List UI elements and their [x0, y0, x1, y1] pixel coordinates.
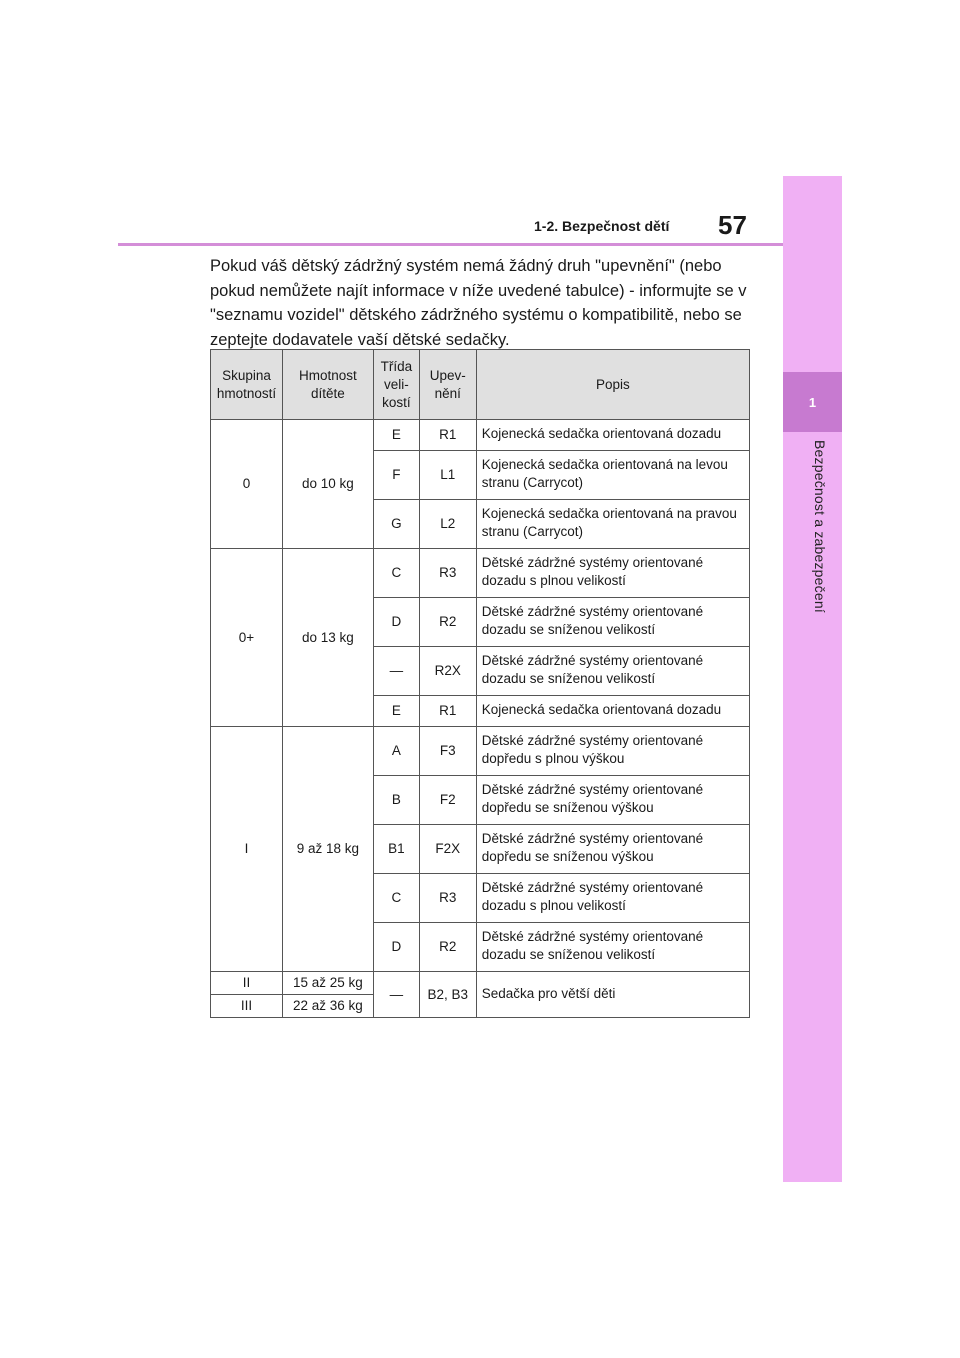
weight-group-cell: III — [211, 995, 283, 1018]
description-cell: Dětské zádržné systémy orientované dozadu s plnou velikostí — [476, 874, 749, 923]
description-cell: Kojenecká sedačka orientovaná dozadu — [476, 696, 749, 727]
table-row — [211, 420, 750, 451]
fixture-cell: L2 — [419, 500, 476, 549]
table-header — [211, 350, 750, 420]
chapter-number: 1 — [808, 394, 817, 410]
description-cell: Sedačka pro větší děti — [476, 972, 749, 1018]
size-class-cell: B — [373, 776, 419, 825]
fixture-cell: F3 — [419, 727, 476, 776]
description-cell: Dětské zádržné systémy orientované dopředu s plnou výškou — [476, 727, 749, 776]
child-weight-cell: 22 až 36 kg — [282, 995, 373, 1018]
section-title: 1-2. Bezpečnost dětí — [534, 218, 670, 234]
fixture-cell: L1 — [419, 451, 476, 500]
size-class-cell: C — [373, 874, 419, 923]
description-cell: Dětské zádržné systémy orientované dozadu s plnou velikostí — [476, 549, 749, 598]
intro-paragraph: Pokud váš dětský zádržný systém nemá žádný druh "upevnění" (nebo pokud nemůžete najít informace v níže uvedené tabulce) - informujte se v "seznamu vozidel" dětského zádržného systému o kompatibilitě, nebo se zeptejte dodavatele vaší dětské sedačky. — [210, 257, 747, 349]
size-class-cell: — — [373, 647, 419, 696]
fixture-cell: R1 — [419, 696, 476, 727]
fixture-cell: F2X — [419, 825, 476, 874]
weight-group-cell: 0 — [211, 420, 283, 549]
fixture-cell: B2, B3 — [419, 972, 476, 1018]
header-size-class: Třída veli-kostí — [373, 350, 419, 420]
child-weight-cell: do 13 kg — [282, 549, 373, 727]
description-cell: Dětské zádržné systémy orientované dopředu se sníženou výškou — [476, 825, 749, 874]
size-class-cell: C — [373, 549, 419, 598]
chapter-title: Bezpečnost a zabezpečení — [812, 440, 828, 613]
header-weight-group: Skupina hmotností — [211, 350, 283, 420]
description-cell: Kojenecká sedačka orientovaná dozadu — [476, 420, 749, 451]
description-cell: Dětské zádržné systémy orientované dopředu se sníženou výškou — [476, 776, 749, 825]
weight-group-cell: II — [211, 972, 283, 995]
fixture-cell: F2 — [419, 776, 476, 825]
size-class-cell: — — [373, 972, 419, 1018]
table-row — [211, 549, 750, 598]
table-row — [211, 727, 750, 776]
description-cell: Dětské zádržné systémy orientované dozadu se sníženou velikostí — [476, 647, 749, 696]
child-weight-cell: 9 až 18 kg — [282, 727, 373, 972]
table-row — [211, 972, 750, 995]
weight-group-cell: 0+ — [211, 549, 283, 727]
description-cell: Kojenecká sedačka orientovaná na pravou stranu (Carrycot) — [476, 500, 749, 549]
header-rule — [118, 243, 783, 246]
size-class-cell: G — [373, 500, 419, 549]
size-class-cell: D — [373, 598, 419, 647]
description-cell: Dětské zádržné systémy orientované dozadu se sníženou velikostí — [476, 598, 749, 647]
header-fixture: Upev-nění — [419, 350, 476, 420]
fixture-cell: R3 — [419, 874, 476, 923]
size-class-cell: B1 — [373, 825, 419, 874]
child-weight-cell: 15 až 25 kg — [282, 972, 373, 995]
fixture-cell: R2 — [419, 923, 476, 972]
fixture-cell: R1 — [419, 420, 476, 451]
fixture-cell: R2 — [419, 598, 476, 647]
fixture-cell: R3 — [419, 549, 476, 598]
side-band — [783, 176, 842, 1182]
weight-group-cell: I — [211, 727, 283, 972]
size-class-cell: A — [373, 727, 419, 776]
size-class-cell: D — [373, 923, 419, 972]
child-weight-cell: do 10 kg — [282, 420, 373, 549]
description-cell: Dětské zádržné systémy orientované dozadu se sníženou velikostí — [476, 923, 749, 972]
fixture-cell: R2X — [419, 647, 476, 696]
page-number: 57 — [718, 210, 747, 240]
chapter-tab — [783, 372, 842, 432]
child-seat-table — [210, 349, 750, 1018]
description-cell: Kojenecká sedačka orientovaná na levou stranu (Carrycot) — [476, 451, 749, 500]
size-class-cell: E — [373, 420, 419, 451]
header-child-weight: Hmotnost dítěte — [282, 350, 373, 420]
table-body — [211, 420, 750, 1018]
size-class-cell: E — [373, 696, 419, 727]
header-description: Popis — [476, 350, 749, 420]
size-class-cell: F — [373, 451, 419, 500]
